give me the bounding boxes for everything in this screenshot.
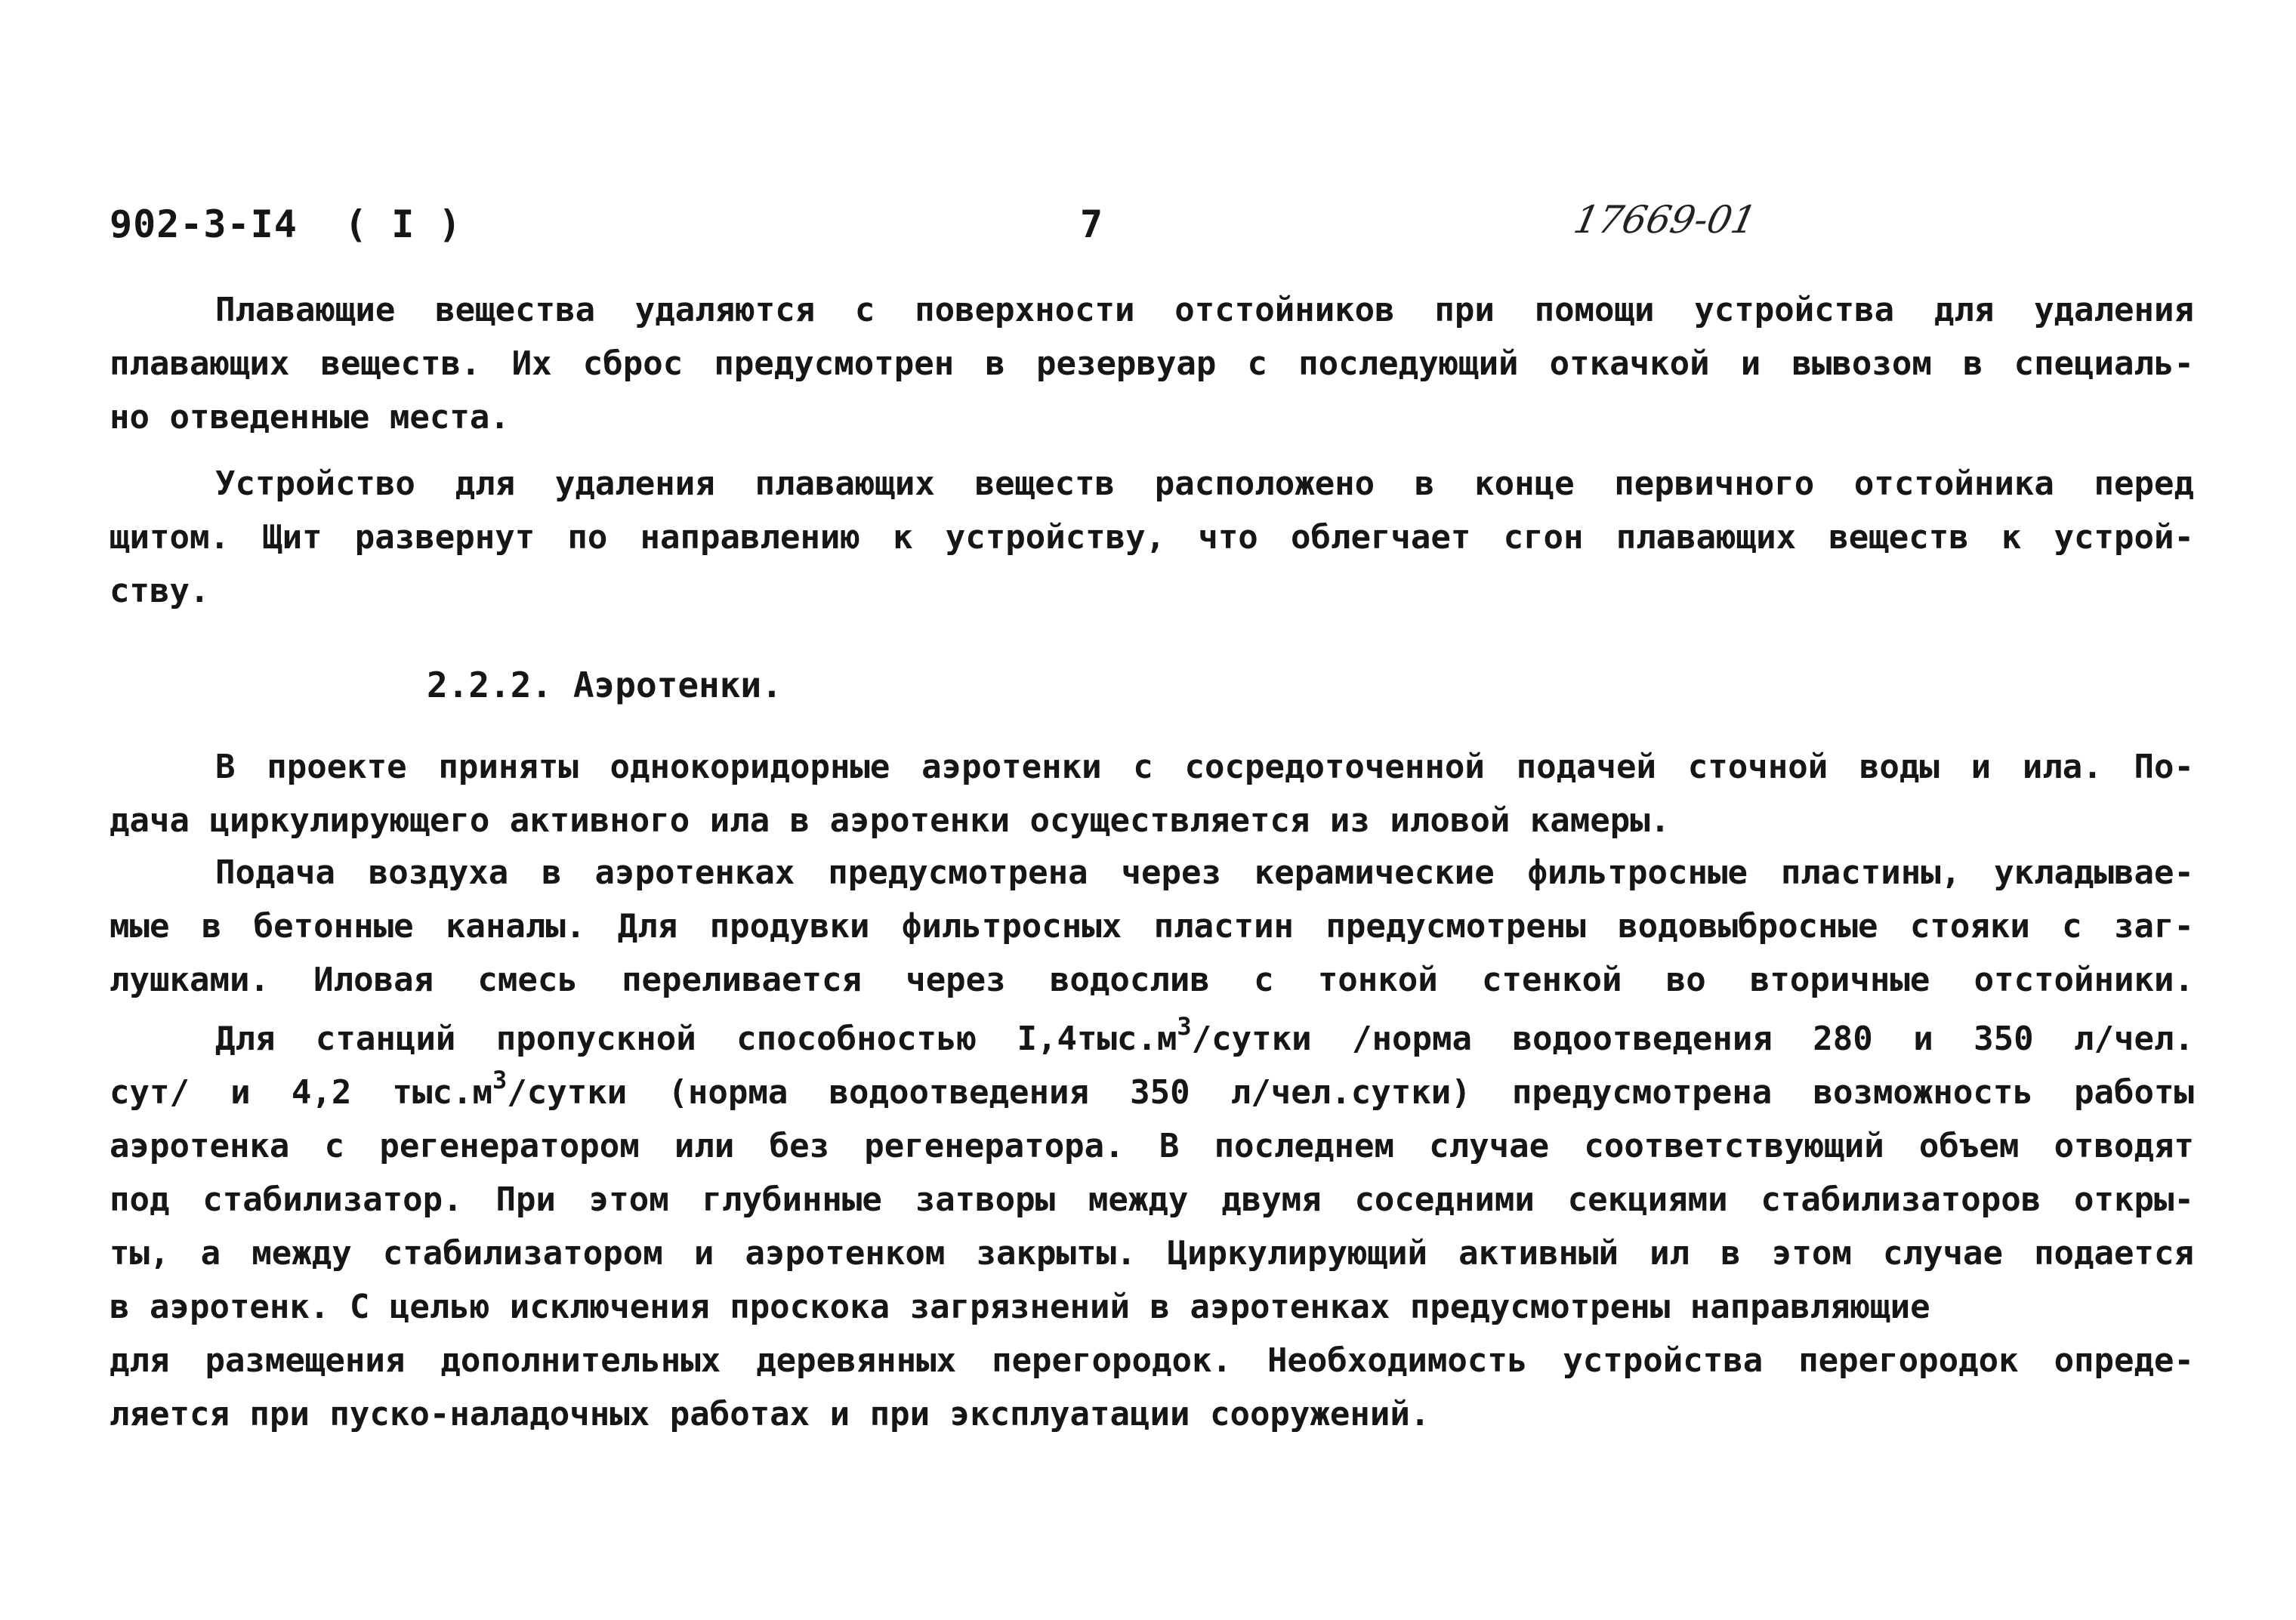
paragraph-station-capacity bbox=[110, 1012, 2194, 1441]
document-code: 902-3-I4 ( I ) bbox=[110, 202, 462, 246]
text-fragment: /сутки (норма водоотведения 350 л/чел.сутки) предусмотрена возможность работы bbox=[507, 1073, 2195, 1112]
paragraph-floating-substances bbox=[110, 283, 2194, 444]
text-fragment: /сутки /норма водоотведения 280 и 350 л/чел. bbox=[1191, 1020, 2194, 1058]
text-line: ляется при пуско-наладочных работах и при эксплуатации сооружений. bbox=[110, 1395, 1430, 1433]
text-fragment: Для станций пропускной способностью I,4тыс.м bbox=[215, 1020, 1177, 1058]
text-line: но отведенные места. bbox=[110, 398, 510, 437]
text-line: в аэротенк. С целью исключения проскока загрязнений в аэротенках предусмотрены направляющие bbox=[110, 1288, 1930, 1326]
text-line: Плавающие вещества удаляются с поверхности отстойников при помощи устройства для удаления bbox=[215, 291, 2194, 329]
text-line: щитом. Щит развернут по направлению к устройству, что облегчает сгон плавающих веществ к устрой- bbox=[110, 518, 2194, 557]
paragraph-air-supply bbox=[110, 846, 2194, 1007]
superscript: 3 bbox=[1177, 1012, 1192, 1041]
text-fragment: сут/ и 4,2 тыс.м bbox=[110, 1073, 492, 1112]
superscript: 3 bbox=[492, 1066, 508, 1094]
text-line: ты, а между стабилизатором и аэротенком закрыты. Циркулирующий активный ил в этом случае подается bbox=[110, 1234, 2194, 1273]
paragraph-removal-device bbox=[110, 457, 2194, 618]
page-number: 7 bbox=[1080, 202, 1103, 246]
text-line bbox=[110, 1012, 2194, 1066]
text-line: Устройство для удаления плавающих веществ расположено в конце первичного отстойника перед bbox=[215, 464, 2194, 503]
handwritten-archive-number: 17669-01 bbox=[1569, 198, 1761, 242]
text-line: В проекте приняты однокоридорные аэротенки с сосредоточенной подачей сточной воды и ила. По- bbox=[215, 748, 2194, 786]
text-line: Подача воздуха в аэротенках предусмотрена через керамические фильтросные пластины, укладывае- bbox=[215, 853, 2194, 892]
text-line bbox=[110, 1066, 2194, 1119]
text-line: для размещения дополнительных деревянных перегородок. Необходимость устройства перегородок опреде- bbox=[110, 1341, 2194, 1380]
text-line: аэротенка с регенератором или без регенератора. В последнем случае соответствующий объем отводят bbox=[110, 1127, 2194, 1165]
text-line: дача циркулирующего активного ила в аэротенки осуществляется из иловой камеры. bbox=[110, 801, 1671, 840]
text-line: лушками. Иловая смесь переливается через водослив с тонкой стенкой во вторичные отстойники. bbox=[110, 961, 2194, 999]
text-line: ству. bbox=[110, 572, 210, 610]
paragraph-aerotanks-design bbox=[110, 740, 2194, 847]
section-heading: 2.2.2. Аэротенки. bbox=[427, 665, 782, 705]
text-line: мые в бетонные каналы. Для продувки фильтросных пластин предусмотрены водовыбросные стояки с заг- bbox=[110, 907, 2194, 946]
text-line: плавающих веществ. Их сброс предусмотрен в резервуар с последующий откачкой и вывозом в специаль- bbox=[110, 344, 2194, 383]
text-line: под стабилизатор. При этом глубинные затворы между двумя соседними секциями стабилизаторов откры- bbox=[110, 1180, 2194, 1219]
